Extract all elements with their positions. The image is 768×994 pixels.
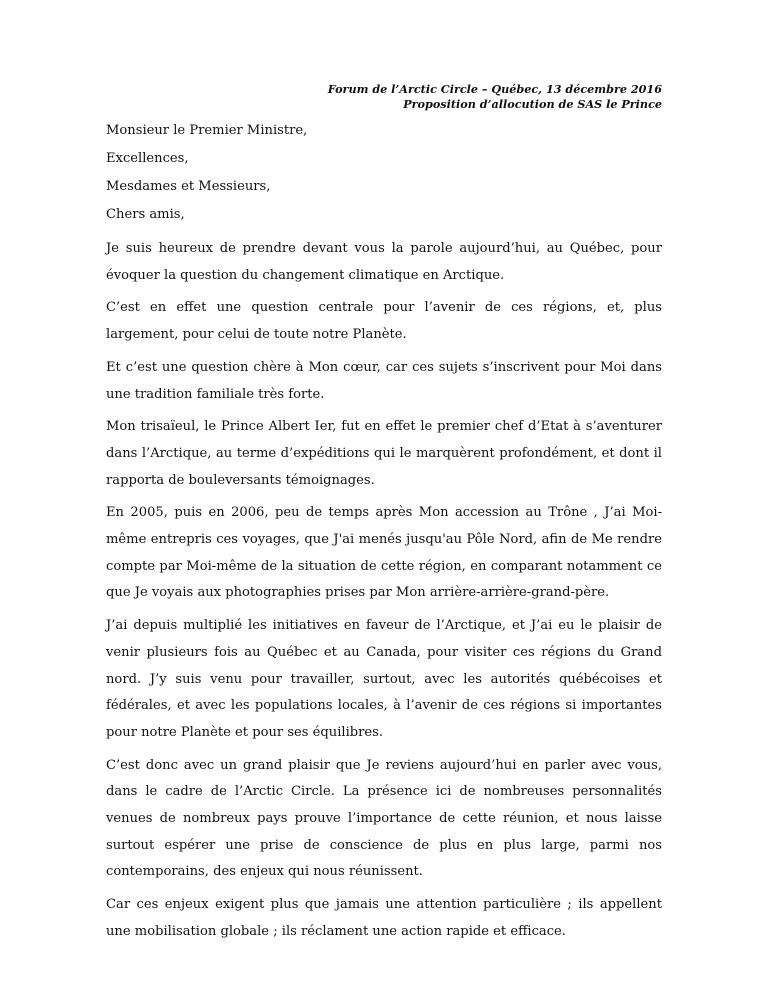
speech-paragraph: Car ces enjeux exigent plus que jamais une attention particulière ; ils appellent une mobilisation globale ; ils réclament une action rapide et efficace. (106, 897, 662, 939)
speech-paragraph: C’est en effet une question centrale pour l’avenir de ces régions, et, plus largement, pour celui de toute notre Planète. (106, 300, 662, 343)
salutation-line: Mesdames et Messieurs, (106, 179, 271, 194)
speech-paragraph: Je suis heureux de prendre devant vous la parole aujourd’hui, au Québec, pour évoquer la question du changement climatique en Arctique. (106, 241, 662, 283)
speech-paragraph: Mon trisaïeul, le Prince Albert Ier, fut en effet le premier chef d’Etat à s’aventurer dans l’Arctique, au terme d’expéditions qui le marquèrent profondément, et dont il rapporta de bouleversants témoignages. (106, 419, 662, 488)
header-subject-line: Proposition d’allocution de SAS le Prince (403, 97, 662, 111)
document-header (328, 82, 662, 112)
salutation-line: Monsieur le Premier Ministre, (106, 123, 308, 138)
salutation-line: Chers amis, (106, 207, 185, 222)
speech-paragraph: En 2005, puis en 2006, peu de temps après Mon accession au Trône , J’ai Moi-même entrepris ces voyages, que J'ai menés jusqu'au Pôle Nord, afin de Me rendre compte par Moi-même de la situation de cette région, en comparant notamment ce que Je voyais aux photographies prises par Mon arrière-arrière-grand-père. (106, 505, 662, 601)
speech-paragraph: J’ai depuis multiplié les initiatives en faveur de l’Arctique, et J’ai eu le plaisir de venir plusieurs fois au Québec et au Canada, pour visiter ces régions du Grand nord. J’y suis venu pour travailler, surtout, avec les autorités québécoises et fédérales, et avec les populations locales, à l’avenir de ces régions si importantes pour notre Planète et pour ses équilibres. (106, 618, 662, 740)
speech-paragraph: C’est donc avec un grand plaisir que Je reviens aujourd’hui en parler avec vous, dans le cadre de l’Arctic Circle. La présence ici de nombreuses personnalités venues de nombreux pays prouve l’importance de cette réunion, et nous laisse surtout espérer une prise de conscience de plus en plus large, parmi nos contemporains, des enjeux qui nous réunissent. (106, 757, 662, 880)
speech-paragraph: Et c’est une question chère à Mon cœur, car ces sujets s’inscrivent pour Moi dans une tradition familiale très forte. (106, 359, 662, 402)
header-event-line: Forum de l’Arctic Circle – Québec, 13 décembre 2016 (327, 82, 662, 96)
speech-body (106, 117, 662, 946)
salutation-line: Excellences, (106, 151, 189, 166)
